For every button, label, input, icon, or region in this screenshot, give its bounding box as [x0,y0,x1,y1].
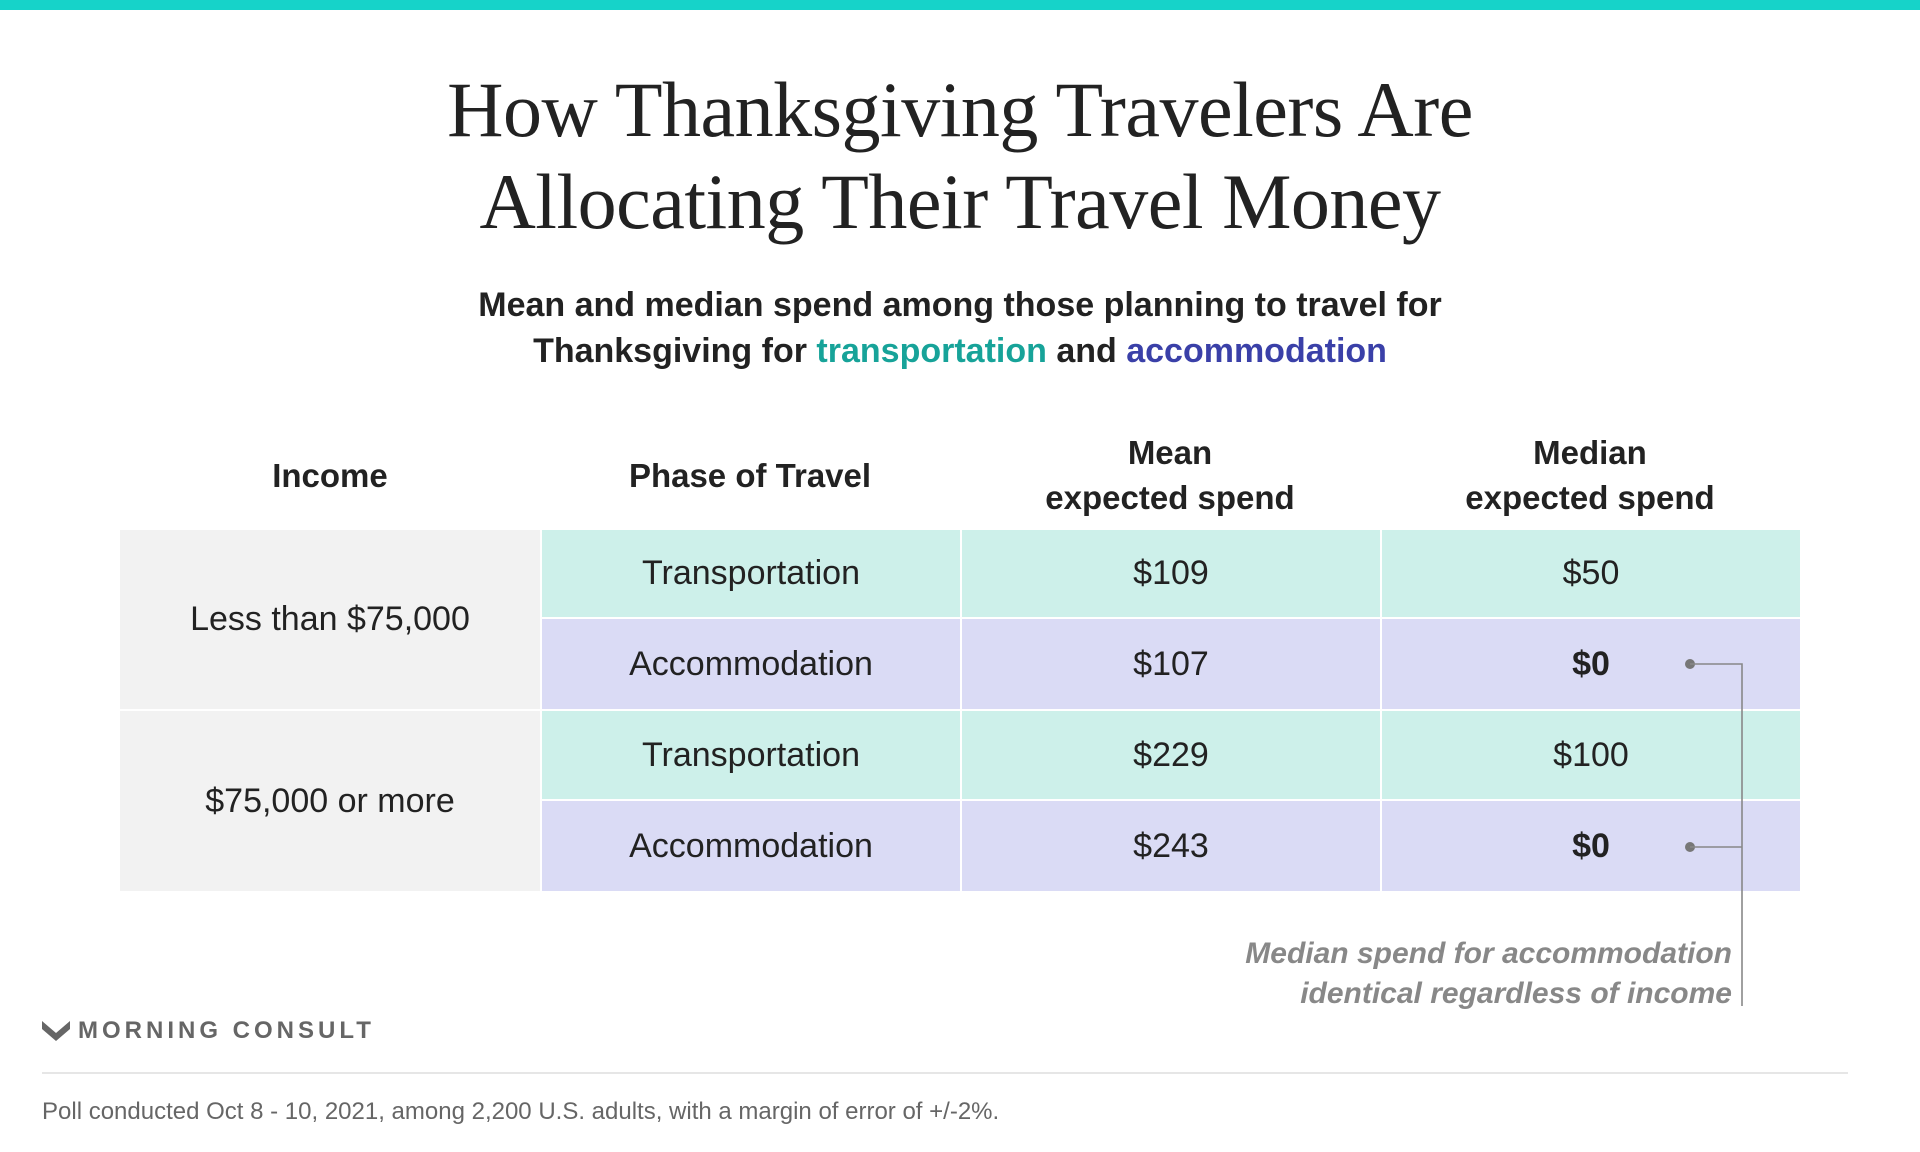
title-line-2: Allocating Their Travel Money [479,158,1441,245]
income-cell-low: Less than $75,000 [120,530,540,709]
header-income: Income [272,456,388,494]
mean-cell: $243 [962,801,1380,891]
subtitle-and: and [1046,332,1127,370]
header-median: Median expected spend [1465,434,1715,516]
subtitle-accommodation: accommodation [1126,332,1387,370]
phase-cell: Accommodation [542,801,960,891]
mean-cell: $109 [962,530,1380,617]
median-cell: $50 [1382,530,1800,617]
header-phase: Phase of Travel [628,456,872,494]
brand-name: MORNING CONSULT [78,1017,375,1044]
footer-divider [42,1072,1848,1074]
median-cell-highlight: $0 [1382,619,1800,709]
mean-cell: $107 [962,619,1380,709]
mean-cell: $229 [962,711,1380,799]
header-mean: Mean expected spend [1045,434,1295,516]
title-line-1: How Thanksgiving Travelers Are [447,66,1473,153]
subtitle-prefix: Thanksgiving for [533,332,817,370]
median-cell-highlight: $0 [1382,801,1800,891]
phase-cell: Transportation [542,711,960,799]
annotation-note: Median spend for accommodation identical regardless of income [1245,937,1732,1010]
brand-logo [42,1016,375,1046]
footnote: Poll conducted Oct 8 - 10, 2021, among 2,200 U.S. adults, with a margin of error of +/-2%. [42,1098,1000,1125]
morning-consult-logo-icon [42,1019,70,1043]
phase-cell: Accommodation [542,619,960,709]
income-cell-high: $75,000 or more [120,711,540,891]
subtitle-transportation: transportation [816,332,1047,370]
phase-cell: Transportation [542,530,960,617]
median-cell: $100 [1382,711,1800,799]
subtitle-line-1: Mean and median spend among those planning to travel for [478,286,1442,324]
